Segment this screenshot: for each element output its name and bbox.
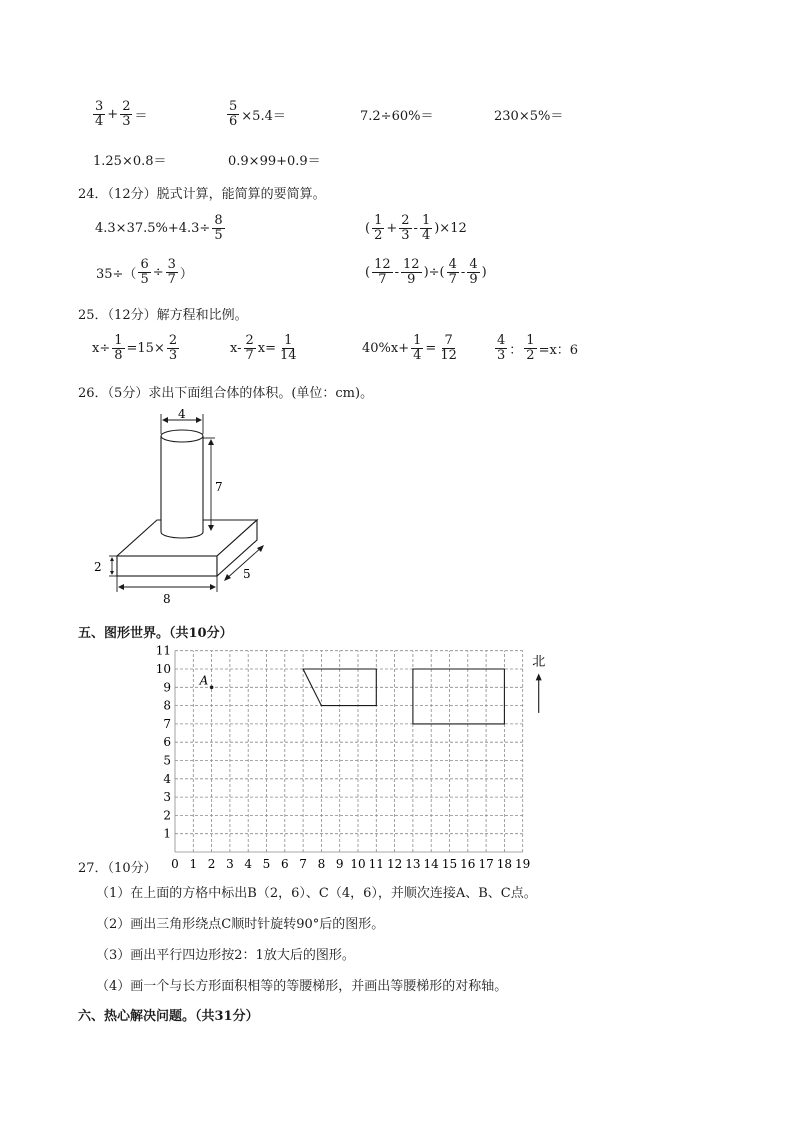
q26-title: 26．（5分）求出下面组合体的体积。(单位：cm)。	[78, 386, 374, 401]
fraction: $\frac{1}{2}$	[526, 333, 535, 363]
x-tick-label: 7	[299, 857, 307, 871]
arrow-up-icon	[208, 439, 214, 445]
y-tick-label: 4	[163, 771, 171, 786]
coordinate-grid	[150, 640, 570, 876]
fraction: $\frac{5}{6}$	[229, 99, 238, 129]
fraction: $\frac{8}{5}$	[214, 213, 223, 243]
arrow-left-icon	[162, 417, 168, 423]
cylinder-top-ellipse	[161, 430, 203, 442]
y-tick-label: 11	[155, 643, 171, 658]
x-tick-label: 16	[460, 857, 476, 871]
north-arrow-icon	[536, 673, 542, 680]
q25-expr-2: x- $\frac{2}{7}$ x= $\frac{1}{14}$	[230, 333, 297, 363]
q24-title: 24．（12分）脱式计算，能简算的要简算。	[78, 187, 326, 202]
q27-item-4: （4）画一个与长方形面积相等的等腰梯形，并画出等腰梯形的对称轴。	[96, 979, 508, 994]
q25-expr-4: $\frac{4}{3}$ ： $\frac{1}{2}$ =x：6	[497, 333, 579, 363]
x-tick-label: 1	[189, 857, 198, 871]
x-tick-label: 0	[171, 857, 179, 871]
fraction: $\frac{7}{12}$	[440, 333, 457, 363]
x-tick-label: 11	[368, 857, 384, 871]
x-tick-label: 14	[423, 857, 439, 871]
point-a	[210, 686, 214, 690]
x-tick-label: 8	[317, 857, 326, 871]
arrow-right-icon	[210, 584, 216, 590]
fraction: $\frac{1}{4}$	[421, 213, 431, 243]
x-tick-label: 12	[386, 857, 403, 871]
arrow-up-icon	[110, 557, 114, 561]
arrow-right-icon	[196, 417, 202, 423]
grid-shapes	[199, 654, 546, 724]
y-tick-label: 3	[163, 790, 171, 805]
calc-6: 0.9×99+0.9＝	[228, 154, 321, 169]
q24-expr-1: 4.3×37.5%+4.3÷ $\frac{8}{5}$	[95, 213, 223, 243]
fraction: $\frac{3}{7}$	[167, 257, 176, 287]
x-tick-label: 17	[478, 857, 494, 871]
fraction: $\frac{1}{2}$	[374, 213, 383, 243]
grid-lines	[175, 651, 523, 852]
fraction: $\frac{4}{3}$	[497, 333, 506, 363]
section-5-title: 五、图形世界。（共10分）	[78, 626, 233, 641]
y-tick-label: 7	[163, 716, 171, 731]
composite-solid-diagram	[85, 408, 285, 608]
calc-4: 230×5%＝	[494, 109, 564, 124]
q27-item-3: （3）画出平行四边形按2：1放大后的图形。	[96, 948, 355, 963]
q27-title: 27．（10分）	[78, 861, 157, 876]
calc-5: 1.25×0.8＝	[93, 154, 167, 169]
label-box-height: 2	[94, 560, 102, 574]
section-6-title: 六、热心解决问题。（共31分）	[78, 1009, 259, 1024]
x-tick-label: 9	[335, 857, 344, 871]
fraction: $\frac{4}{7}$	[448, 257, 457, 287]
q25-expr-1: x÷ $\frac{1}{8}$ =15× $\frac{2}{3}$	[92, 333, 178, 363]
calc-2: $\frac{5}{6}$ ×5.4＝	[229, 99, 286, 129]
q25-title: 25．（12分）解方程和比例。	[78, 308, 248, 323]
fraction: $\frac{1}{8}$	[114, 333, 123, 363]
y-tick-label: 6	[163, 735, 171, 750]
fraction: $\frac{3}{4}$	[95, 99, 104, 129]
x-tick-label: 13	[405, 857, 421, 871]
q24-expr-2: ( $\frac{1}{2}$ + $\frac{2}{3}$ - $\frac{1}{4}$ )×12	[365, 213, 467, 243]
q25-expr-3: 40%x+ $\frac{1}{4}$ = $\frac{7}{12}$	[362, 333, 457, 363]
x-tick-label: 2	[207, 857, 216, 871]
y-tick-label: 8	[163, 698, 171, 713]
north-label: 北	[532, 654, 546, 670]
x-tick-label: 15	[441, 857, 458, 871]
x-tick-label: 6	[280, 857, 289, 871]
y-tick-label: 9	[163, 680, 171, 695]
x-tick-label: 5	[262, 857, 271, 871]
y-tick-label: 5	[163, 753, 171, 768]
fraction: $\frac{12}{7}$	[374, 257, 391, 287]
fraction: $\frac{1}{4}$	[413, 333, 422, 363]
x-tick-label: 3	[226, 857, 234, 871]
y-tick-label: 1	[163, 826, 171, 841]
y-tick-label: 2	[163, 808, 171, 823]
x-tick-label: 10	[350, 857, 366, 871]
fraction: $\frac{2}{3}$	[122, 99, 131, 129]
fraction: $\frac{2}{7}$	[245, 333, 254, 363]
calc-3: 7.2÷60%＝	[360, 109, 434, 124]
arrow-down-icon	[110, 571, 114, 575]
fraction: $\frac{1}{14}$	[280, 333, 297, 363]
q24-expr-4: ( $\frac{12}{7}$ - $\frac{12}{9}$ )÷( $\frac{4}{7}$ - $\frac{4}{9}$ )	[365, 257, 487, 287]
arrow-left-icon	[118, 584, 124, 590]
fraction: $\frac{2}{3}$	[401, 213, 410, 243]
x-tick-label: 4	[244, 857, 253, 871]
fraction: $\frac{6}{5}$	[140, 257, 149, 287]
label-cylinder-height: 7	[215, 480, 223, 494]
fraction: $\frac{2}{3}$	[168, 333, 178, 363]
fraction: $\frac{4}{9}$	[469, 257, 478, 287]
y-tick-label: 10	[155, 662, 171, 676]
label-box-depth: 5	[243, 567, 251, 581]
calc-1: $\frac{3}{4}$ + $\frac{2}{3}$ ＝	[95, 99, 148, 129]
x-tick-label: 19	[515, 857, 531, 871]
label-diameter: 4	[178, 408, 186, 421]
point-a-label: A	[199, 673, 209, 688]
box-front-face	[117, 556, 217, 576]
fraction: $\frac{12}{9}$	[403, 257, 420, 287]
label-box-length: 8	[163, 592, 171, 606]
cylinder-body	[161, 436, 203, 536]
q27-item-1: （1）在上面的方格中标出B（2，6）、C（4，6），并顺次连接A、B、C点。	[96, 886, 537, 901]
x-tick-label: 18	[496, 857, 513, 871]
rectangle	[413, 669, 505, 724]
q27-item-2: （2）画出三角形绕点C顺时针旋转90°后的图形。	[96, 917, 385, 932]
q24-expr-3: 35÷（ $\frac{6}{5}$ ÷ $\frac{3}{7}$ ）	[96, 257, 193, 287]
